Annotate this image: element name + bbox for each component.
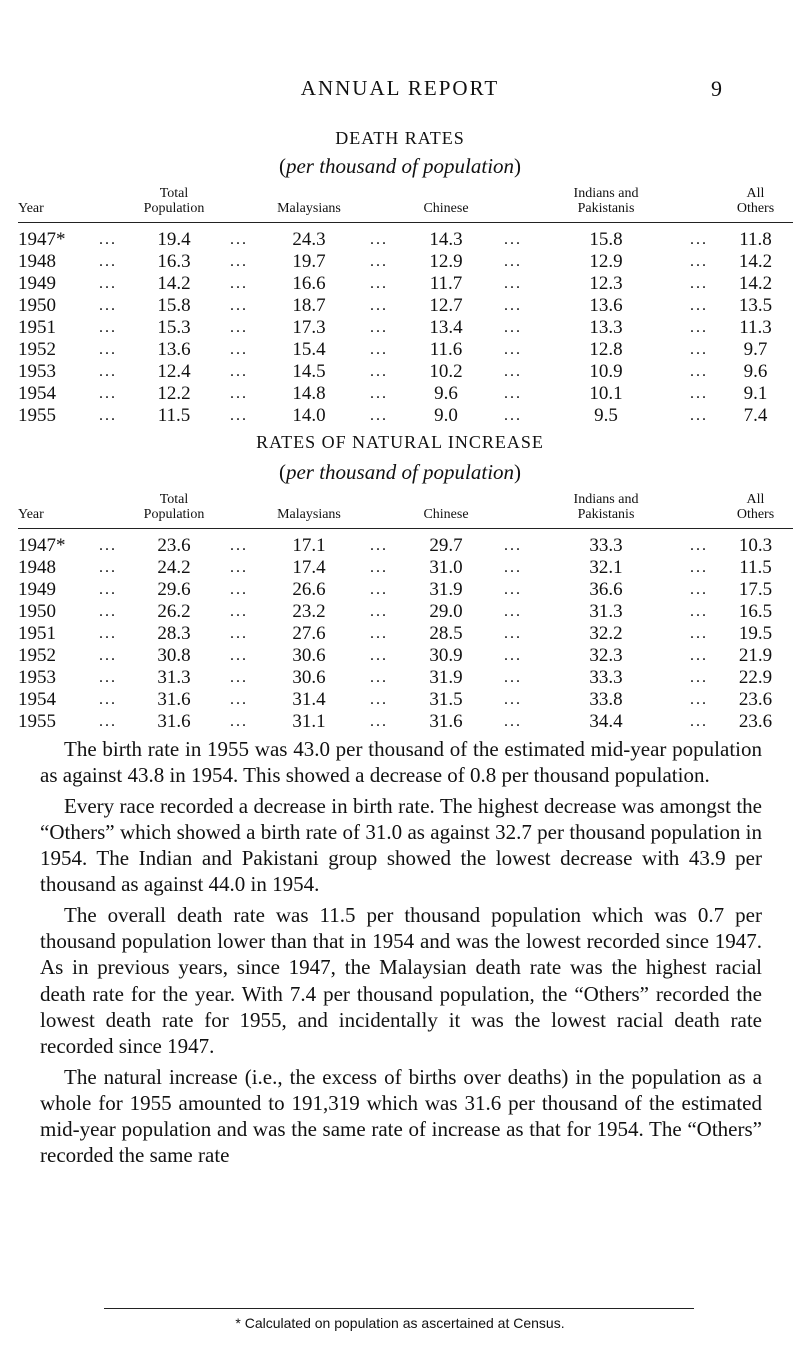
malaysians-cell: 23.2 [292, 601, 326, 622]
chinese-cell: 11.7 [429, 273, 463, 294]
malaysians-cell: 27.6 [292, 623, 326, 644]
leader-dots: ... [690, 603, 708, 620]
leader-dots: ... [99, 341, 117, 358]
indians-cell: 12.3 [589, 273, 623, 294]
leader-dots: ... [690, 385, 708, 402]
leader-dots: ... [370, 537, 388, 554]
leader-dots: ... [504, 669, 522, 686]
page-number: 9 [711, 76, 722, 101]
leader-dots: ... [504, 231, 522, 248]
footnote: * Calculated on population as ascertained at Census. [235, 1315, 565, 1331]
leader-dots: ... [230, 647, 248, 664]
total-cell: 12.2 [157, 383, 191, 404]
leader-dots: ... [370, 691, 388, 708]
table-row [18, 601, 793, 623]
leader-dots: ... [504, 713, 522, 730]
table-row [18, 711, 793, 733]
chinese-cell: 29.0 [429, 601, 463, 622]
indians-cell: 15.8 [589, 229, 623, 250]
table-row [18, 223, 793, 252]
col-malaysians: Malaysians [258, 186, 360, 223]
others-cell: 14.2 [738, 251, 773, 272]
total-cell: 28.3 [157, 623, 191, 644]
leader-dots: ... [370, 231, 388, 248]
natural-increase-title: RATES OF NATURAL INCREASE [256, 432, 544, 452]
leader-dots: ... [99, 581, 117, 598]
total-cell: 15.8 [157, 295, 191, 316]
table-row [18, 645, 793, 667]
leader-dots: ... [504, 559, 522, 576]
death-rates-title: DEATH RATES [335, 128, 465, 148]
year-cell: 1949 [18, 579, 56, 600]
table-row [18, 689, 793, 711]
leader-dots: ... [690, 341, 708, 358]
col-others: All Others [718, 492, 793, 529]
total-cell: 11.5 [157, 405, 191, 426]
total-cell: 19.4 [157, 229, 191, 250]
malaysians-cell: 14.0 [292, 405, 326, 426]
natural-increase-table [18, 492, 793, 733]
chinese-cell: 12.7 [429, 295, 463, 316]
malaysians-cell: 16.6 [292, 273, 326, 294]
leader-dots: ... [370, 319, 388, 336]
leader-dots: ... [504, 341, 522, 358]
leader-dots: ... [504, 691, 522, 708]
indians-cell: 33.8 [589, 689, 623, 710]
leader-dots: ... [99, 669, 117, 686]
leader-dots: ... [99, 297, 117, 314]
leader-dots: ... [504, 603, 522, 620]
chinese-cell: 28.5 [429, 623, 463, 644]
table-row [18, 405, 793, 427]
year-cell: 1948 [18, 557, 56, 578]
chinese-cell: 9.0 [434, 405, 458, 426]
chinese-cell: 30.9 [429, 645, 463, 666]
leader-dots: ... [504, 363, 522, 380]
chinese-cell: 31.0 [429, 557, 463, 578]
total-cell: 15.3 [157, 317, 191, 338]
year-cell: 1950 [18, 295, 56, 316]
leader-dots: ... [504, 253, 522, 270]
year-cell: 1953 [18, 667, 56, 688]
malaysians-cell: 31.1 [292, 711, 326, 732]
year-cell: 1953 [18, 361, 56, 382]
table-row [18, 361, 793, 383]
year-cell: 1954 [18, 383, 56, 404]
natural-increase-subtitle: (per thousand of population) [278, 460, 522, 484]
leader-dots: ... [370, 341, 388, 358]
leader-dots: ... [99, 625, 117, 642]
leader-dots: ... [370, 363, 388, 380]
leader-dots: ... [690, 713, 708, 730]
leader-dots: ... [99, 231, 117, 248]
year-cell: 1952 [18, 339, 56, 360]
others-cell: 16.5 [738, 601, 773, 622]
total-cell: 30.8 [157, 645, 191, 666]
leader-dots: ... [370, 297, 388, 314]
total-cell: 29.6 [157, 579, 191, 600]
leader-dots: ... [690, 669, 708, 686]
indians-cell: 12.9 [589, 251, 623, 272]
paragraph: The natural increase (i.e., the excess of births over deaths) in the population as a whole for 1955 amounted to 191,319 which was 31.6 per thousand of the estimated mid-year population and was the same rate of increase as that for 1954. The “Others” recorded the same rate [40, 1064, 762, 1168]
leader-dots: ... [99, 603, 117, 620]
leader-dots: ... [99, 691, 117, 708]
total-cell: 13.6 [157, 339, 191, 360]
total-cell: 26.2 [157, 601, 191, 622]
table-row [18, 339, 793, 361]
leader-dots: ... [504, 385, 522, 402]
leader-dots: ... [99, 253, 117, 270]
leader-dots: ... [370, 603, 388, 620]
table-header-row [18, 492, 793, 529]
malaysians-cell: 19.7 [292, 251, 326, 272]
table-row [18, 383, 793, 405]
leader-dots: ... [99, 385, 117, 402]
year-cell: 1955 [18, 711, 56, 732]
others-cell: 23.6 [738, 689, 773, 710]
leader-dots: ... [99, 713, 117, 730]
footnote-divider [104, 1308, 694, 1309]
year-cell: 1952 [18, 645, 56, 666]
leader-dots: ... [504, 581, 522, 598]
chinese-cell: 12.9 [429, 251, 463, 272]
total-cell: 16.3 [157, 251, 191, 272]
total-cell: 31.6 [157, 689, 191, 710]
table-row [18, 623, 793, 645]
total-cell: 24.2 [157, 557, 191, 578]
leader-dots: ... [504, 647, 522, 664]
leader-dots: ... [230, 363, 248, 380]
leader-dots: ... [690, 319, 708, 336]
running-title: ANNUAL REPORT [300, 76, 500, 100]
others-cell: 7.4 [743, 405, 768, 426]
malaysians-cell: 18.7 [292, 295, 326, 316]
indians-cell: 34.4 [589, 711, 623, 732]
leader-dots: ... [230, 297, 248, 314]
table-header-row [18, 186, 793, 223]
others-cell: 11.8 [739, 229, 772, 250]
others-cell: 14.2 [738, 273, 773, 294]
leader-dots: ... [230, 407, 248, 424]
indians-cell: 10.1 [589, 383, 623, 404]
table-row [18, 667, 793, 689]
others-cell: 9.6 [743, 361, 768, 382]
leader-dots: ... [370, 253, 388, 270]
malaysians-cell: 14.8 [292, 383, 326, 404]
others-cell: 11.3 [739, 317, 772, 338]
leader-dots: ... [690, 275, 708, 292]
col-chinese: Chinese [398, 186, 494, 223]
leader-dots: ... [690, 537, 708, 554]
year-cell: 1948 [18, 251, 56, 272]
col-indians: Indians and Pakistanis [532, 492, 680, 529]
table-row [18, 579, 793, 601]
others-cell: 21.9 [738, 645, 773, 666]
others-cell: 10.3 [738, 535, 773, 556]
total-cell: 31.3 [157, 667, 191, 688]
leader-dots: ... [230, 231, 248, 248]
chinese-cell: 31.6 [429, 711, 463, 732]
leader-dots: ... [230, 319, 248, 336]
leader-dots: ... [230, 625, 248, 642]
leader-dots: ... [690, 297, 708, 314]
leader-dots: ... [690, 253, 708, 270]
indians-cell: 31.3 [589, 601, 623, 622]
leader-dots: ... [370, 669, 388, 686]
col-total: Total Population [128, 492, 220, 529]
chinese-cell: 14.3 [429, 229, 463, 250]
col-total: Total Population [128, 186, 220, 223]
year-cell: 1949 [18, 273, 56, 294]
leader-dots: ... [370, 407, 388, 424]
leader-dots: ... [99, 647, 117, 664]
leader-dots: ... [99, 319, 117, 336]
col-year: Year [18, 492, 88, 529]
page-header [0, 76, 800, 106]
leader-dots: ... [99, 363, 117, 380]
leader-dots: ... [370, 275, 388, 292]
others-cell: 9.7 [743, 339, 768, 360]
indians-cell: 33.3 [589, 535, 623, 556]
paragraph: The overall death rate was 11.5 per thousand population which was 0.7 per thousand population lower than that in 1954 and was the lowest recorded since 1947. As in previous years, since 1947, the Malaysian death rate was the highest racial death rate for the year. With 7.4 per thousand population, the “Others” recorded the lowest death rate for 1955, and incidentally it was the lowest racial death rate recorded since 1947. [40, 902, 762, 1059]
chinese-cell: 31.9 [429, 579, 463, 600]
table-row [18, 251, 793, 273]
year-cell: 1955 [18, 405, 56, 426]
others-cell: 13.5 [738, 295, 773, 316]
leader-dots: ... [370, 559, 388, 576]
indians-cell: 32.3 [589, 645, 623, 666]
leader-dots: ... [504, 319, 522, 336]
leader-dots: ... [230, 385, 248, 402]
leader-dots: ... [99, 559, 117, 576]
malaysians-cell: 24.3 [292, 229, 326, 250]
indians-cell: 13.3 [589, 317, 623, 338]
leader-dots: ... [370, 581, 388, 598]
year-cell: 1947* [18, 535, 66, 556]
indians-cell: 12.8 [589, 339, 623, 360]
table-row [18, 295, 793, 317]
paragraph: The birth rate in 1955 was 43.0 per thousand of the estimated mid-year population as against 43.8 in 1954. This showed a decrease of 0.8 per thousand population. [40, 737, 762, 788]
leader-dots: ... [370, 713, 388, 730]
leader-dots: ... [230, 691, 248, 708]
leader-dots: ... [690, 625, 708, 642]
indians-cell: 32.2 [589, 623, 623, 644]
total-cell: 14.2 [157, 273, 191, 294]
leader-dots: ... [690, 363, 708, 380]
leader-dots: ... [230, 559, 248, 576]
chinese-cell: 29.7 [429, 535, 463, 556]
chinese-cell: 9.6 [434, 383, 458, 404]
year-cell: 1950 [18, 601, 56, 622]
indians-cell: 33.3 [589, 667, 623, 688]
leader-dots: ... [230, 341, 248, 358]
col-indians: Indians and Pakistanis [532, 186, 680, 223]
leader-dots: ... [230, 581, 248, 598]
paragraph: Every race recorded a decrease in birth rate. The highest decrease was amongst the “Others” which showed a birth rate of 31.0 as against 32.7 per thousand population in 1954. The Indian and Pakistani group showed the lowest decrease with 43.9 per thousand as against 44.0 in 1954. [40, 793, 762, 897]
table-row [18, 529, 793, 558]
leader-dots: ... [230, 253, 248, 270]
col-year: Year [18, 186, 88, 223]
total-cell: 12.4 [157, 361, 191, 382]
leader-dots: ... [370, 625, 388, 642]
others-cell: 22.9 [738, 667, 773, 688]
malaysians-cell: 17.3 [292, 317, 326, 338]
malaysians-cell: 17.1 [292, 535, 326, 556]
total-cell: 31.6 [157, 711, 191, 732]
leader-dots: ... [504, 537, 522, 554]
leader-dots: ... [230, 275, 248, 292]
indians-cell: 32.1 [589, 557, 623, 578]
year-cell: 1951 [18, 623, 56, 644]
indians-cell: 13.6 [589, 295, 623, 316]
body-text [40, 736, 762, 1173]
table-row [18, 317, 793, 339]
chinese-cell: 31.5 [429, 689, 463, 710]
others-cell: 9.1 [743, 383, 768, 404]
leader-dots: ... [230, 537, 248, 554]
leader-dots: ... [99, 275, 117, 292]
leader-dots: ... [690, 407, 708, 424]
malaysians-cell: 31.4 [292, 689, 326, 710]
leader-dots: ... [504, 407, 522, 424]
year-cell: 1947* [18, 229, 66, 250]
year-cell: 1954 [18, 689, 56, 710]
chinese-cell: 11.6 [429, 339, 463, 360]
col-malaysians: Malaysians [258, 492, 360, 529]
others-cell: 11.5 [739, 557, 772, 578]
year-cell: 1951 [18, 317, 56, 338]
indians-cell: 9.5 [594, 405, 618, 426]
leader-dots: ... [504, 275, 522, 292]
indians-cell: 10.9 [589, 361, 623, 382]
malaysians-cell: 15.4 [292, 339, 326, 360]
others-cell: 17.5 [738, 579, 773, 600]
malaysians-cell: 30.6 [292, 645, 326, 666]
death-rates-table [18, 186, 793, 427]
leader-dots: ... [99, 537, 117, 554]
leader-dots: ... [504, 625, 522, 642]
table-row [18, 557, 793, 579]
death-rates-subtitle: (per thousand of population) [278, 154, 522, 178]
leader-dots: ... [690, 559, 708, 576]
leader-dots: ... [690, 231, 708, 248]
leader-dots: ... [99, 407, 117, 424]
malaysians-cell: 30.6 [292, 667, 326, 688]
indians-cell: 36.6 [589, 579, 623, 600]
leader-dots: ... [370, 385, 388, 402]
leader-dots: ... [504, 297, 522, 314]
leader-dots: ... [230, 603, 248, 620]
others-cell: 23.6 [738, 711, 773, 732]
leader-dots: ... [690, 647, 708, 664]
leader-dots: ... [690, 691, 708, 708]
leader-dots: ... [370, 647, 388, 664]
table-row [18, 273, 793, 295]
leader-dots: ... [230, 713, 248, 730]
col-chinese: Chinese [398, 492, 494, 529]
leader-dots: ... [690, 581, 708, 598]
malaysians-cell: 17.4 [292, 557, 326, 578]
chinese-cell: 10.2 [429, 361, 463, 382]
chinese-cell: 31.9 [429, 667, 463, 688]
col-others: All Others [718, 186, 793, 223]
others-cell: 19.5 [738, 623, 773, 644]
malaysians-cell: 26.6 [292, 579, 326, 600]
leader-dots: ... [230, 669, 248, 686]
chinese-cell: 13.4 [429, 317, 463, 338]
total-cell: 23.6 [157, 535, 191, 556]
malaysians-cell: 14.5 [292, 361, 326, 382]
